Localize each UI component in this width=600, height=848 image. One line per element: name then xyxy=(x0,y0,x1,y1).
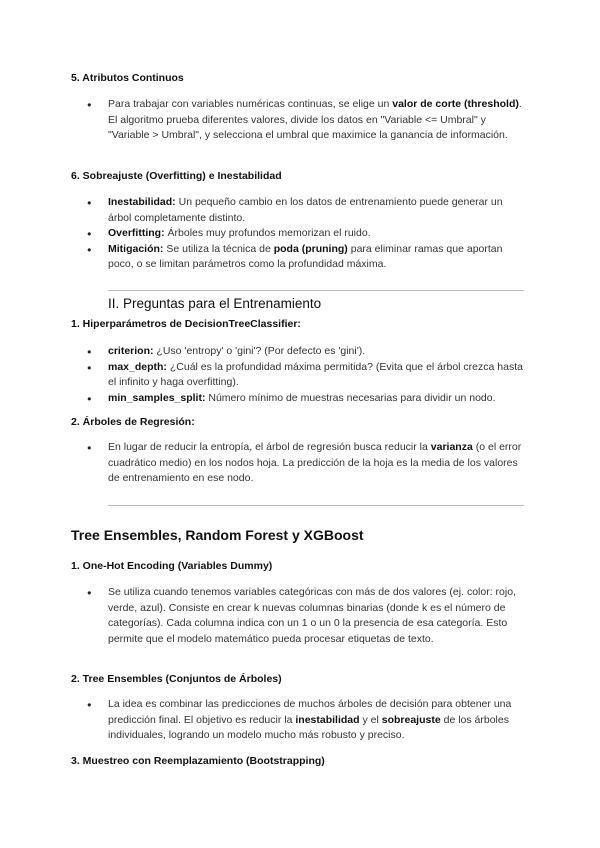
part-heading: II. Preguntas para el Entrenamiento xyxy=(108,296,322,311)
section-heading: 3. Muestreo con Reemplazamiento (Bootstrapping) xyxy=(71,755,325,767)
item-term: inestabilidad xyxy=(295,713,360,726)
bullet-list xyxy=(0,97,523,144)
section-heading: 5. Atributos Continuos xyxy=(71,72,184,84)
section-heading: 2. Árboles de Regresión: xyxy=(71,416,195,428)
item-text: Árboles muy profundos memorizan el ruido. xyxy=(164,227,371,239)
list-item xyxy=(0,697,523,744)
section-heading: 1. One-Hot Encoding (Variables Dummy) xyxy=(71,560,273,572)
item-term: poda (pruning) xyxy=(273,242,348,255)
bullet-list xyxy=(0,697,523,744)
item-term: Overfitting: xyxy=(108,227,165,239)
item-term: sobreajuste xyxy=(381,713,441,726)
list-item xyxy=(0,344,523,360)
chapter-title: Tree Ensembles, Random Forest y XGBoost xyxy=(71,527,364,543)
item-term: varianza xyxy=(430,441,473,453)
horizontal-rule xyxy=(108,505,524,506)
item-text: La idea es combinar las predicciones de muchos árboles de decisión para obtener una predicción final. El objetivo es reducir la xyxy=(108,698,512,726)
item-term: Inestabilidad: xyxy=(108,196,176,208)
item-text: (o el error cuadrático medio) en los nodos hoja. La predicción de la hoja es la media de los valores de entrenamiento en ese nodo. xyxy=(108,441,522,484)
list-item xyxy=(0,391,523,407)
item-term: max_depth: xyxy=(108,360,167,373)
bullet-list xyxy=(0,344,523,406)
list-item xyxy=(0,226,523,242)
item-text: de los árboles individuales, logrando un modelo mucho más robusto y preciso. xyxy=(108,713,509,741)
item-text: y el xyxy=(359,713,382,726)
list-item xyxy=(0,440,523,487)
list-item xyxy=(0,242,523,273)
item-term: min_samples_split: xyxy=(108,391,206,404)
item-text: . El algoritmo prueba diferentes valores, divide los datos en "Variable <= Umbral" y "Variable > Umbral", y selecciona el umbral que maximice la ganancia de información. xyxy=(108,98,522,141)
item-text: Para trabajar con variables numéricas continuas, se elige un xyxy=(108,98,393,110)
item-text: Número mínimo de muestras necesarias para dividir un nodo. xyxy=(205,391,496,404)
section-heading: 2. Tree Ensembles (Conjuntos de Árboles) xyxy=(71,673,282,685)
item-text: ¿Cuál es la profundidad máxima permitida? (Evita que el árbol crezca hasta el infinito y haga overfitting). xyxy=(108,360,523,388)
section-heading: 6. Sobreajuste (Overfitting) e Inestabilidad xyxy=(71,170,282,182)
list-item xyxy=(0,195,523,226)
bullet-list xyxy=(0,585,523,647)
item-text: Se utiliza la técnica de xyxy=(163,242,274,255)
bullet-list xyxy=(0,195,523,273)
bullet-list xyxy=(0,440,523,487)
list-item xyxy=(0,97,523,144)
horizontal-rule xyxy=(108,290,524,291)
item-term: Mitigación: xyxy=(108,242,164,255)
item-text: ¿Uso 'entropy' o 'gini'? (Por defecto es 'gini'). xyxy=(153,345,366,357)
list-item: ● Se utiliza cuando tenemos variables categóricas con más de dos valores (ej. color: rojo, verde, azul). Consiste en crear k nuevas columnas binarias (donde k es el número de categorías). Cada columna indica con un 1 o un 0 la presencia de esa categoría. Esto permite que el modelo matemático pueda procesar etiquetas de texto. xyxy=(0,585,523,647)
item-text: Un pequeño cambio en los datos de entrenamiento puede generar un árbol completamente distinto. xyxy=(108,196,503,224)
item-text: En lugar de reducir la entropía, el árbol de regresión busca reducir la xyxy=(108,441,431,453)
list-item xyxy=(0,360,523,391)
item-term: criterion: xyxy=(108,345,154,357)
item-text: para eliminar ramas que aportan poco, o se limitan parámetros como la profundidad máxima. xyxy=(108,242,503,270)
section-heading: 1. Hiperparámetros de DecisionTreeClassifier: xyxy=(71,318,301,330)
item-term: valor de corte (threshold) xyxy=(392,98,519,110)
